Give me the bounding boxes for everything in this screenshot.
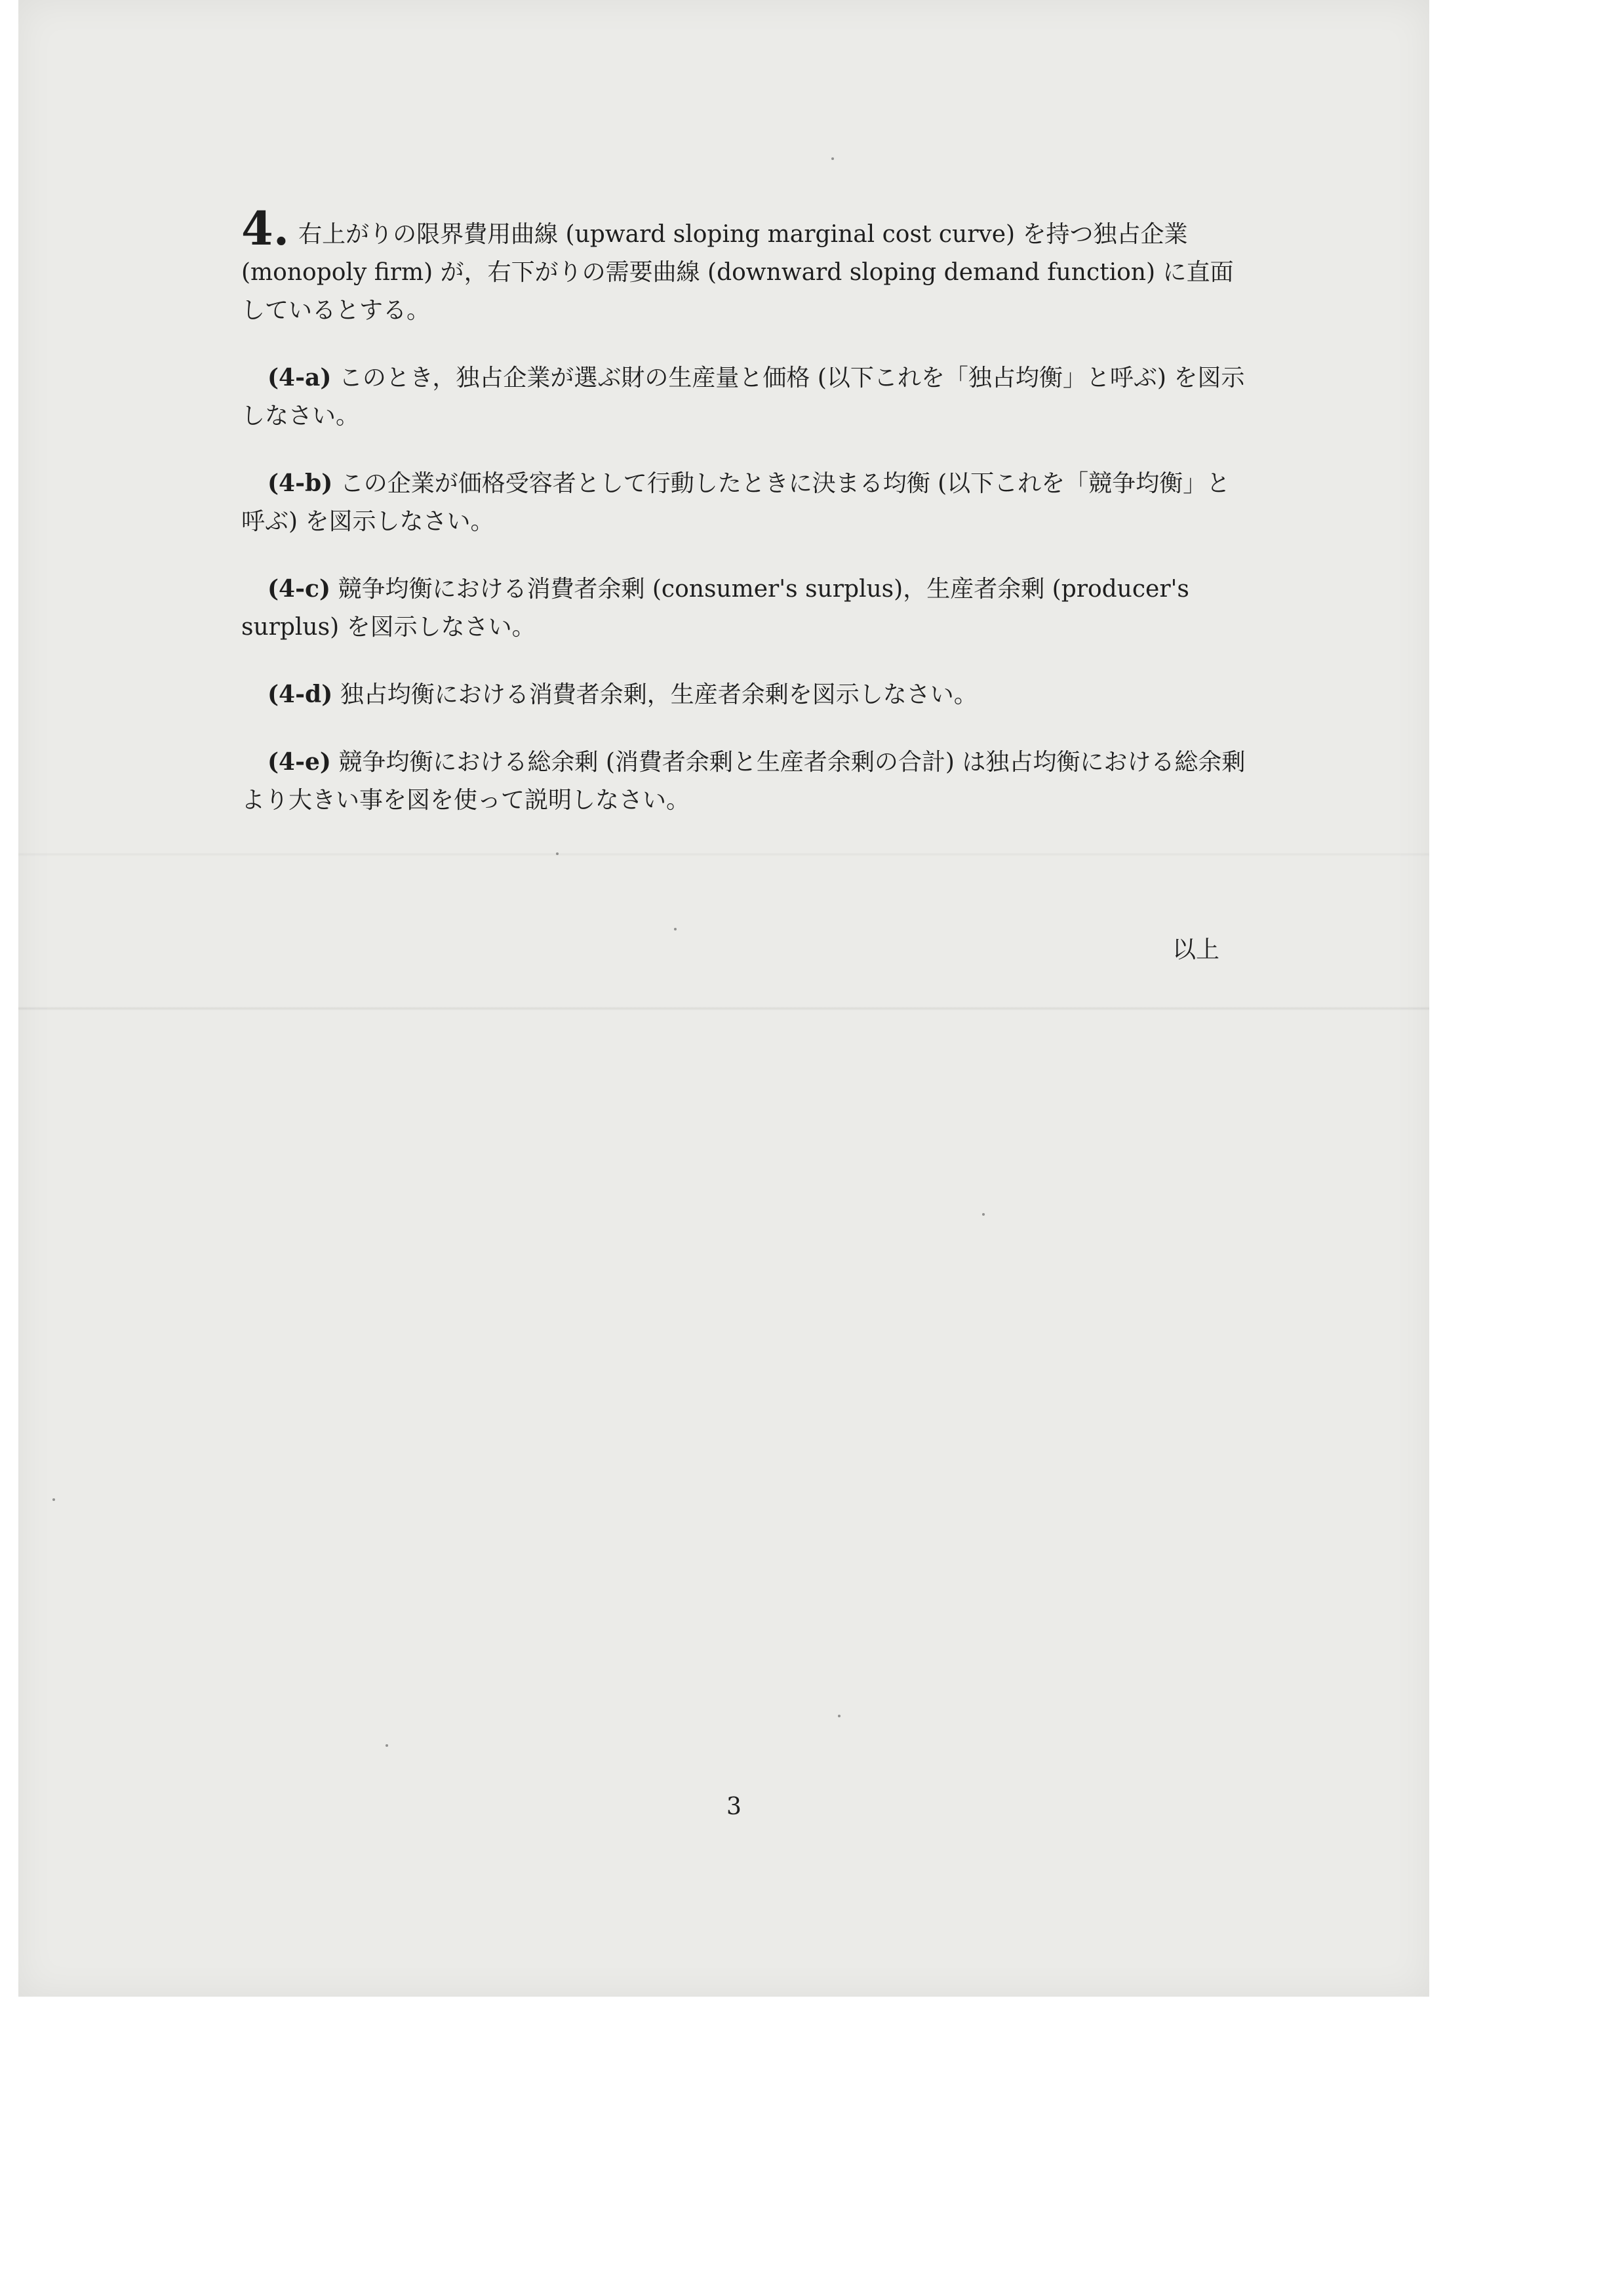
subquestion-4b bbox=[241, 464, 1248, 541]
subquestion-4e bbox=[241, 743, 1248, 820]
subquestion-label: (4-d) bbox=[267, 681, 333, 708]
dust-speck bbox=[674, 928, 677, 930]
subquestion-label: (4-b) bbox=[267, 469, 333, 497]
subquestion-text: 競争均衡における消費者余剰 (consumer's surplus)，生産者余剰 (producer's surplus) を図示しなさい。 bbox=[241, 576, 1189, 641]
problem-intro: 右上がりの限界費用曲線 (upward sloping marginal cost curve) を持つ独占企業 (monopoly firm) が，右下がりの需要曲線 (downward sloping demand function) に直面しているとする。 bbox=[241, 221, 1234, 324]
subquestion-4d bbox=[241, 675, 1248, 714]
dust-speck bbox=[831, 157, 834, 160]
dust-speck bbox=[386, 1744, 388, 1747]
closing-mark: 以上 bbox=[1172, 936, 1220, 963]
subquestion-4c bbox=[241, 570, 1248, 647]
subquestion-label: (4-a) bbox=[267, 364, 332, 391]
subquestion-text: 独占均衡における消費者余剰，生産者余剰を図示しなさい。 bbox=[340, 681, 978, 708]
dust-speck bbox=[556, 852, 559, 855]
exam-content bbox=[241, 201, 1248, 820]
dust-speck bbox=[838, 1715, 841, 1717]
problem-statement bbox=[241, 201, 1248, 330]
dust-speck bbox=[982, 1213, 985, 1216]
problem-number: 4. bbox=[241, 201, 290, 256]
paper-sheet bbox=[18, 0, 1429, 1997]
dust-speck bbox=[52, 1498, 55, 1501]
paper-fold-line bbox=[18, 1007, 1429, 1010]
subquestion-4a bbox=[241, 359, 1248, 435]
subquestion-label: (4-c) bbox=[267, 575, 330, 603]
paper-fold-line bbox=[18, 852, 1429, 856]
subquestion-label: (4-e) bbox=[267, 748, 331, 776]
subquestion-text: 競争均衡における総余剰 (消費者余剰と生産者余剰の合計) は独占均衡における総余剰より大きい事を図を使って説明しなさい。 bbox=[241, 749, 1246, 814]
page-number: 3 bbox=[726, 1793, 742, 1820]
subquestion-text: このとき，独占企業が選ぶ財の生産量と価格 (以下これを「独占均衡」と呼ぶ) を図示しなさい。 bbox=[241, 365, 1245, 429]
subquestion-text: この企業が価格受容者として行動したときに決まる均衡 (以下これを「競争均衡」と呼ぶ) を図示しなさい。 bbox=[241, 470, 1231, 535]
